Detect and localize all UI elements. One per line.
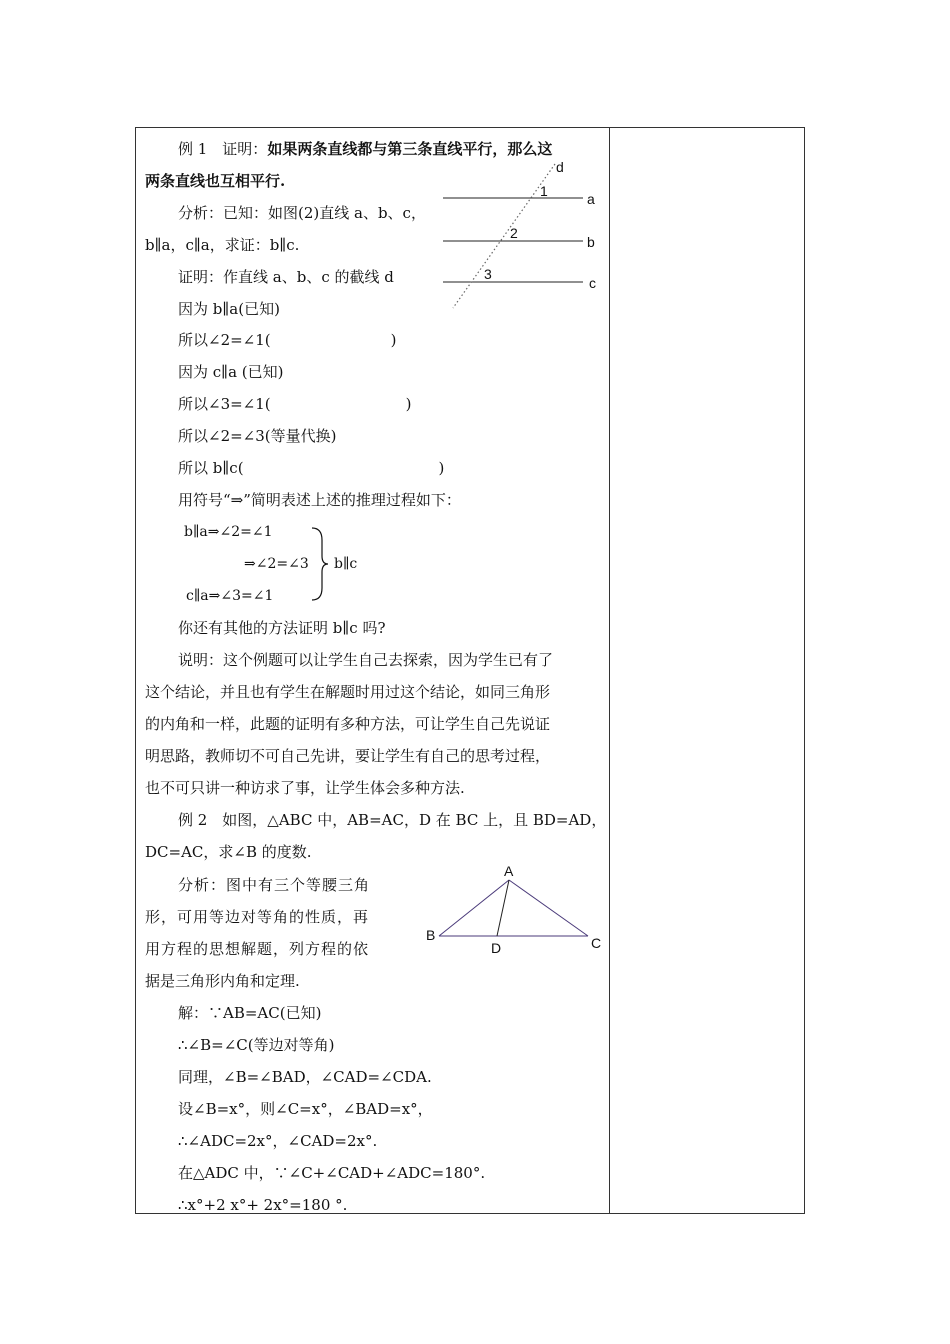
label-1: 1 (540, 183, 548, 199)
example1-proof-5: 所以∠3=∠1( ) (178, 395, 412, 413)
note-3: 的内角和一样，此题的证明有多种方法，可让学生自己先说证 (145, 715, 551, 733)
label-d: d (556, 159, 564, 175)
example1-proof-1: 证明：作直线 a、b、c 的截线 d (178, 268, 394, 286)
solution-1: 解：∵AB=AC(已知) (178, 1004, 322, 1022)
example1-proof-3: 所以∠2=∠1( ) (178, 331, 397, 349)
chain-line-2: ⇒∠2=∠3 (244, 556, 309, 572)
other-method-question: 你还有其他的方法证明 b∥c 吗? (178, 619, 386, 637)
example1-prefix: 例 1 证明： (178, 140, 268, 158)
parallel-lines-figure (435, 150, 605, 315)
label-a: a (587, 191, 595, 207)
note-4: 明思路，教师切不可自己先讲，要让学生有自己的思考过程， (145, 747, 551, 765)
example1-proof-4: 因为 c∥a (已知) (178, 363, 284, 381)
label-b: b (587, 234, 595, 250)
example2-analysis-2: 形，可用等边对等角的性质，再 (145, 908, 370, 926)
label-A: A (504, 863, 514, 879)
example1-statement-part1: 如果两条直线都与第三条直线平行，那么这 (267, 140, 553, 158)
label-C: C (591, 935, 602, 951)
label-3: 3 (484, 266, 492, 282)
label-D: D (491, 940, 502, 956)
example2-analysis-1: 分析：图中有三个等腰三角 (178, 876, 371, 894)
chain-line-3: c∥a⇒∠3=∠1 (186, 588, 274, 604)
label-2: 2 (510, 225, 518, 241)
example1-analysis-2: b∥a，c∥a，求证：b∥c. (145, 236, 300, 254)
solution-7: ∴x°+2 x°+ 2x°=180 °. (178, 1196, 348, 1214)
example2-analysis-4: 据是三角形内角和定理. (145, 972, 300, 990)
column-divider (609, 128, 610, 1213)
label-B: B (426, 927, 436, 943)
example2-analysis-3: 用方程的思想解题，列方程的依 (145, 940, 370, 958)
example1-statement-part2: 两条直线也互相平行. (145, 172, 286, 190)
brace-icon (310, 526, 330, 602)
label-c: c (589, 275, 596, 291)
solution-3: 同理，∠B=∠BAD，∠CAD=∠CDA. (178, 1068, 432, 1086)
triangle-figure (420, 860, 610, 960)
solution-2: ∴∠B=∠C(等边对等角) (178, 1036, 335, 1054)
note-2: 这个结论，并且也有学生在解题时用过这个结论，如同三角形 (145, 683, 551, 701)
example1-proof-6: 所以∠2=∠3(等量代换) (178, 427, 337, 445)
side-AC (509, 880, 588, 936)
solution-5: ∴∠ADC=2x°，∠CAD=2x°. (178, 1132, 378, 1150)
solution-4: 设∠B=x°，则∠C=x°，∠BAD=x°， (178, 1100, 433, 1118)
symbol-intro: 用符号“⇒”简明表述上述的推理过程如下： (178, 491, 461, 509)
note-1: 说明：这个例题可以让学生自己去探索，因为学生已有了 (178, 651, 554, 669)
chain-result: b∥c (334, 556, 358, 572)
example2-question-1: 例 2 如图，△ABC 中，AB=AC，D 在 BC 上，且 BD=AD， (178, 811, 607, 829)
chain-line-1: b∥a⇒∠2=∠1 (184, 524, 273, 540)
example1-analysis-1: 分析：已知：如图(2)直线 a、b、c， (178, 204, 426, 222)
example1-proof-2: 因为 b∥a(已知) (178, 300, 280, 318)
example1-proof-7: 所以 b∥c( ) (178, 459, 445, 477)
solution-6: 在△ADC 中，∵∠C+∠CAD+∠ADC=180°. (178, 1164, 486, 1182)
example2-question-2: DC=AC，求∠B 的度数. (145, 843, 312, 861)
note-5: 也不可只讲一种访求了事，让学生体会多种方法. (145, 779, 465, 797)
